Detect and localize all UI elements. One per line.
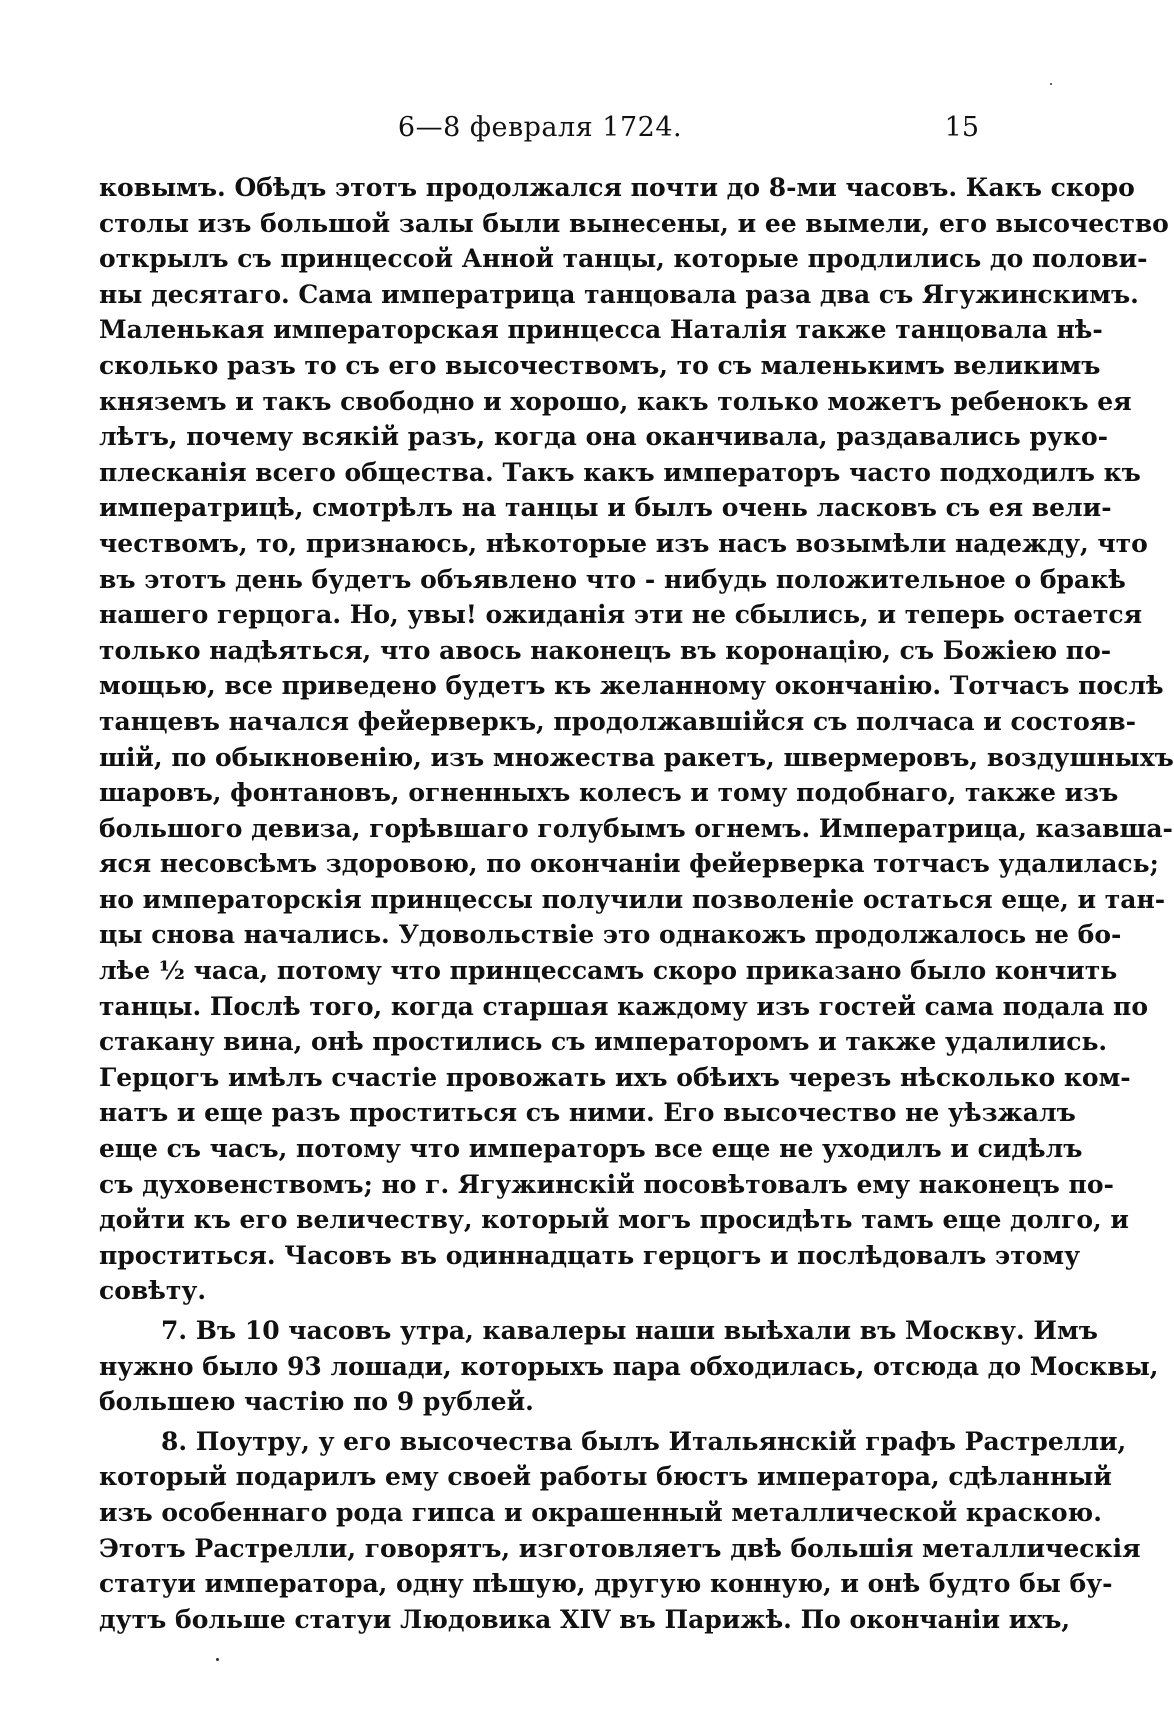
paragraph — [99, 170, 1174, 1309]
text-line: ковымъ. Обѣдъ этотъ продолжался почти до 8-ми часовъ. Какъ скоро — [99, 173, 1135, 202]
text-line: Герцогъ имѣлъ счастіе провожать ихъ обѣихъ черезъ нѣсколько ком- — [99, 1062, 1131, 1092]
text-line: большею частію по 9 рублей. — [99, 1387, 534, 1417]
text-line: только надѣяться, что авось наконецъ въ коронацію, съ Божіею по- — [99, 635, 1112, 665]
text-line: лѣе ½ часа, потому что принцессамъ скоро приказано было кончить — [99, 956, 1118, 986]
text-line: императрицѣ, смотрѣлъ на танцы и былъ очень ласковъ съ ея вели- — [99, 493, 1112, 523]
text-line: чествомъ, то, признаюсь, нѣкоторые изъ насъ возымѣли надежду, что — [99, 528, 1148, 558]
text-line: совѣту. — [99, 1276, 207, 1306]
text-line: дойти къ его величеству, который могъ просидѣть тамъ еще долго, и — [99, 1205, 1129, 1235]
paragraph — [99, 1424, 1141, 1638]
paragraph — [99, 1313, 1159, 1420]
running-head — [99, 112, 981, 152]
running-title: 6—8 февраля 1724. — [397, 112, 683, 143]
text-line: статуи императора, одну пѣшую, другую конную, и онѣ будто бы бу- — [99, 1569, 1113, 1599]
text-line: княземъ и такъ свободно и хорошо, какъ только можетъ ребенокъ ея — [99, 386, 1132, 416]
text-line: 8. Поутру, у его высочества былъ Итальянскій графъ Растрелли, — [161, 1426, 1127, 1456]
text-line: еще съ часъ, потому что императоръ все еще не уходилъ и сидѣлъ — [99, 1134, 1083, 1164]
text-line: цы снова начались. Удовольствіе это однакожъ продолжалось не бо- — [99, 920, 1122, 950]
text-line: шій, по обыкновенію, изъ множества ракетъ, швермеровъ, воздушныхъ — [99, 742, 1174, 772]
text-line: въ этотъ день будетъ объявлено что - нибудь положительное о бракѣ — [99, 564, 1126, 594]
text-line: сколько разъ то съ его высочествомъ, то съ маленькимъ великимъ — [99, 350, 1101, 380]
text-line: натъ и еще разъ проститься съ ними. Его высочество не уѣзжалъ — [99, 1098, 1076, 1128]
text-line: Этотъ Растрелли, говорятъ, изготовляетъ двѣ большія металлическія — [99, 1533, 1141, 1563]
text-line: яся несовсѣмъ здоровою, по окончаніи фейерверка тотчасъ удалилась; — [99, 849, 1159, 879]
text-line: стакану вина, онѣ простились съ императоромъ и также удалились. — [99, 1027, 1108, 1057]
body-text — [99, 170, 1174, 1637]
page-number: 15 — [944, 112, 979, 143]
text-line: лѣтъ, почему всякій разъ, когда она оканчивала, раздавались руко- — [99, 422, 1109, 452]
text-line: большого девиза, горѣвшаго голубымъ огнемъ. Императрица, казавша- — [99, 813, 1173, 843]
text-line: столы изъ большой залы были вынесены, и ее вымели, его высочество — [99, 208, 1169, 238]
text-line: танцы. Послѣ того, когда старшая каждому изъ гостей сама подала по — [99, 991, 1149, 1021]
text-line: мощью, все приведено будетъ къ желанному окончанію. Тотчасъ послѣ — [99, 671, 1164, 701]
text-line: шаровъ, фонтановъ, огненныхъ колесъ и тому подобнаго, также изъ — [99, 778, 1119, 808]
text-line: плесканія всего общества. Такъ какъ императоръ часто подходилъ къ — [99, 457, 1141, 487]
text-line: нужно было 93 лошади, которыхъ пара обходилась, отсюда до Москвы, — [99, 1351, 1159, 1381]
text-line: но императорскія принцессы получили позволеніе остаться еще, и тан- — [99, 884, 1166, 914]
text-line: изъ особеннаго рода гипса и окрашенный металлической краскою. — [99, 1497, 1102, 1527]
text-line: съ духовенствомъ; но г. Ягужинскій посовѣтовалъ ему наконецъ по- — [99, 1169, 1114, 1199]
text-line: 7. Въ 10 часовъ утра, кавалеры наши выѣхали въ Москву. Имъ — [161, 1316, 1098, 1345]
text-line: ны десятаго. Сама императрица танцовала раза два съ Ягужинскимъ. — [99, 279, 1139, 309]
text-line: дутъ больше статуи Людовика XIV въ Парижѣ. По окончаніи ихъ, — [99, 1604, 1071, 1634]
print-speck — [216, 1658, 219, 1661]
text-line: нашего герцога. Но, увы! ожиданія эти не сбылись, и теперь остается — [99, 600, 1143, 630]
text-line: Маленькая императорская принцесса Наталія также танцовала нѣ- — [99, 315, 1103, 345]
text-line: проститься. Часовъ въ одиннадцать герцогъ и послѣдовалъ этому — [99, 1240, 1081, 1270]
text-line: танцевъ начался фейерверкъ, продолжавшійся съ полчаса и состояв- — [99, 706, 1137, 736]
text-line: который подарилъ ему своей работы бюстъ императора, сдѣланный — [99, 1462, 1112, 1492]
print-speck — [1050, 83, 1052, 85]
text-line: открылъ съ принцессой Анной танцы, которые продлились до полови- — [99, 244, 1148, 274]
